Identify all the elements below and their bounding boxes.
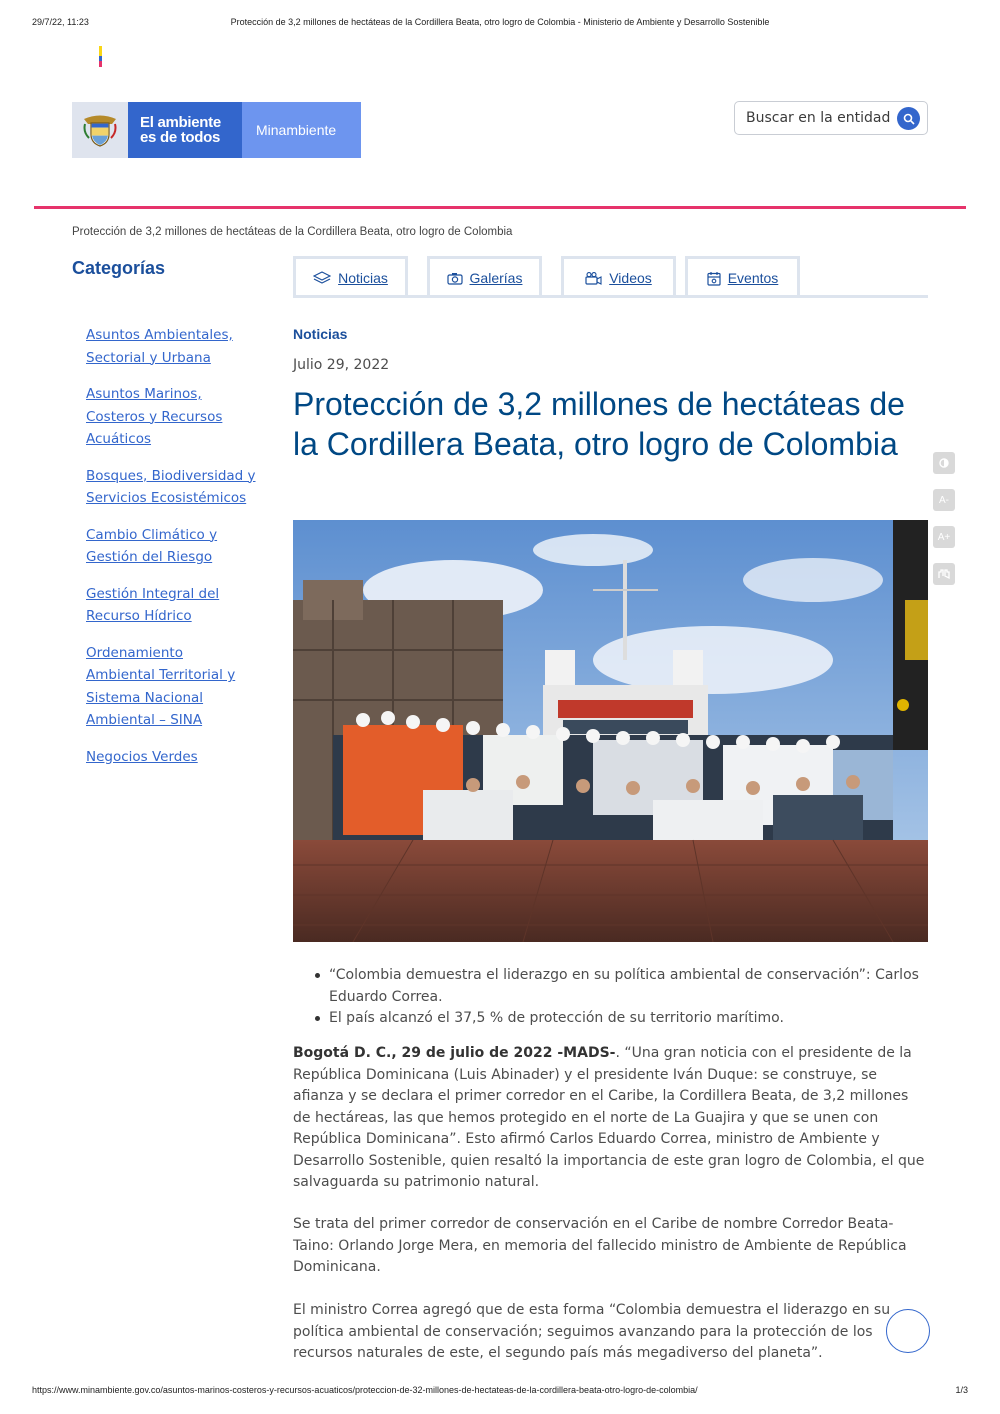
breadcrumb: Protección de 3,2 millones de hectáteas de la Cordillera Beata, otro logro de Colombia [72,226,513,238]
floating-action-button[interactable] [886,1309,930,1353]
article-highlights [329,965,929,1030]
logo-slogan-line2: es de todos [140,129,221,146]
article-date: Julio 29, 2022 [293,357,390,373]
newspaper-icon [313,271,331,285]
font-decrease-button[interactable]: A- [933,489,955,511]
category-link-cambio-climatico[interactable]: Cambio Climático y Gestión del Riesgo [86,526,218,565]
category-item [86,583,256,628]
print-datetime: 29/7/22, 11:23 [32,17,89,27]
paragraph-text: . “Una gran noticia con el presidente de la República Dominicana (Luis Abinader) y el presidente Iván Duque: se construye, se afianza y se declara el primer corredor en el Caribe, la Cordillera Beata, de 3,2 millones de hectáreas, las que hemos protegido en el norte de La Guajira y que se unen con República Dominicana”. Esto afirmó Carlos Eduardo Correa, ministro de Ambiente y Desarrollo Sostenible, quien resaltó la importancia de este gran logro de Colombia, el que salvaguarda su patrimonio natural. [293,1045,925,1190]
article-paragraph: Se trata del primer corredor de conservación en el Caribe de nombre Corredor Beata-Taino: Orlando Jorge Mera, en memoria del fallecido ministro de Ambiente de República Dominicana. [293,1216,907,1275]
article-category: Noticias [293,326,348,342]
site-logo[interactable] [72,102,361,158]
tab-noticias[interactable] [293,256,408,297]
highlight-item: “Colombia demuestra el liderazgo en su política ambiental de conservación”: Carlos Eduardo Correa. [329,965,929,1008]
print-page-number: 1/3 [955,1385,968,1395]
category-link-marinos[interactable]: Asuntos Marinos, Costeros y Recursos Acuáticos [86,386,223,447]
category-item [86,324,256,369]
colombia-coat-of-arms-icon [72,102,128,158]
tab-label: Videos [609,270,652,286]
camera-icon [447,272,463,285]
dateline: Bogotá D. C., 29 de julio de 2022 -MADS- [293,1045,616,1061]
article-title: Protección de 3,2 millones de hectáteas de la Cordillera Beata, otro logro de Colombia [293,386,905,462]
tab-videos[interactable] [561,256,676,297]
category-item [86,383,256,451]
category-list [86,324,256,782]
calendar-icon [707,271,721,286]
logo-slogan [128,102,242,158]
accessibility-toolbar [933,452,955,600]
article-photo [293,520,928,942]
category-link-ambientales[interactable]: Asuntos Ambientales, Sectorial y Urbana [86,327,233,366]
print-title: Protección de 3,2 millones de hectáteas de la Cordillera Beata, otro logro de Colombia - Ministerio de Ambiente y Desarrollo Sostenible [230,17,770,27]
search-icon [903,113,915,125]
video-camera-icon [585,272,602,285]
category-item [86,465,256,510]
tab-label: Eventos [727,270,779,286]
article-paragraph [293,1043,929,1194]
header-divider [34,206,966,209]
highlight-item: El país alcanzó el 37,5 % de protección de su territorio marítimo. [329,1008,929,1030]
logo-slogan-line1: El ambiente [140,114,221,131]
category-link-ordenamiento[interactable]: Ordenamiento Ambiental Territorial y Sistema Nacional Ambiental – SINA [86,644,236,728]
search-input[interactable] [734,101,928,135]
category-link-recurso-hidrico[interactable]: Gestión Integral del Recurso Hídrico [86,585,220,624]
categories-title: Categorías [72,258,166,278]
tab-galerias[interactable] [427,256,542,297]
content-tabs [293,256,928,298]
sign-language-icon [937,568,951,580]
tab-eventos[interactable] [685,256,800,297]
search-button[interactable] [897,107,920,130]
flag-accent [99,46,102,67]
category-item [86,642,256,732]
category-link-negocios-verdes[interactable]: Negocios Verdes [86,748,198,765]
contrast-icon [938,457,950,469]
tab-label: Galerías [469,270,523,286]
tab-label: Noticias [338,270,388,286]
print-url: https://www.minambiente.gov.co/asuntos-marinos-costeros-y-recursos-acuaticos/proteccion-de-32-millones-de-hectateas-de-la-cordillera-beata-otro-logro-de-colombia/ [32,1385,698,1395]
font-increase-button[interactable]: A+ [933,526,955,548]
category-link-bosques[interactable]: Bosques, Biodiversidad y Servicios Ecosistémicos [86,467,256,506]
sign-language-button[interactable] [933,563,955,585]
logo-brand: Minambiente [242,102,361,158]
article-paragraph: El ministro Correa agregó que de esta forma “Colombia demuestra el liderazgo en su política ambiental de conservación; seguimos avanzando para la protección de los recursos naturales de este, el segundo país más megadiverso del planeta”. [293,1302,891,1361]
category-item [86,746,256,769]
search-placeholder: Buscar en la entidad [746,110,891,126]
category-item [86,524,256,569]
contrast-button[interactable] [933,452,955,474]
